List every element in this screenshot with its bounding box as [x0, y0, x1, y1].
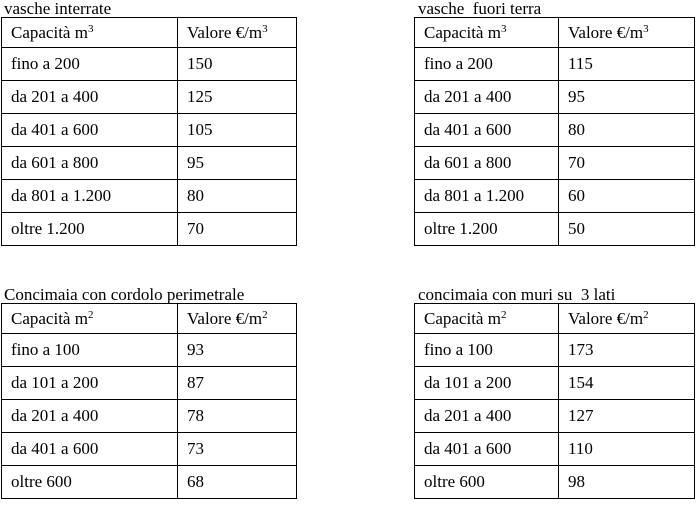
table-row: [415, 334, 695, 367]
range-cell: da 401 a 600: [415, 114, 559, 147]
range-cell: fino a 100: [415, 334, 559, 367]
table-row: [2, 466, 297, 499]
table-caption: Concimaia con cordolo perimetrale: [4, 285, 245, 304]
table-caption: vasche fuori terra: [418, 0, 542, 18]
range-cell: da 201 a 400: [415, 81, 559, 114]
table-row: [415, 367, 695, 400]
table-block-concimaia-cordolo: [1, 286, 297, 499]
table-header-row: [2, 18, 297, 48]
range-cell: da 201 a 400: [2, 81, 178, 114]
value-cell: 115: [559, 48, 695, 81]
value-cell: 127: [559, 400, 695, 433]
value-cell: 95: [559, 81, 695, 114]
range-cell: da 101 a 200: [415, 367, 559, 400]
header-value: Valore $€/m^3$: [559, 18, 695, 48]
header-capacity: Capacità $m^2$: [2, 304, 178, 334]
value-cell: 78: [178, 400, 297, 433]
table-row: [2, 147, 297, 180]
header-capacity: Capacità $m^3$: [2, 18, 178, 48]
table-row: [2, 180, 297, 213]
table-block-vasche-interrate: [1, 0, 297, 246]
range-cell: da 801 a 1.200: [415, 180, 559, 213]
range-cell: da 401 a 600: [415, 433, 559, 466]
range-cell: fino a 100: [2, 334, 178, 367]
table-row: [2, 367, 297, 400]
table-row: [415, 114, 695, 147]
table-header-row: [415, 304, 695, 334]
table-block-concimaia-muri: [414, 286, 695, 499]
table-header-row: [2, 304, 297, 334]
table-row: [2, 334, 297, 367]
table-caption: vasche interrate: [4, 0, 112, 18]
range-cell: da 601 a 800: [2, 147, 178, 180]
value-cell: 98: [559, 466, 695, 499]
header-capacity: Capacità $m^2$: [415, 304, 559, 334]
table-caption: concimaia con muri su 3 lati: [418, 285, 616, 304]
value-cell: 80: [178, 180, 297, 213]
range-cell: da 401 a 600: [2, 433, 178, 466]
table-row: [415, 466, 695, 499]
table-row: [2, 213, 297, 246]
value-cell: 87: [178, 367, 297, 400]
table-row: [415, 180, 695, 213]
table-row: [415, 213, 695, 246]
value-cell: 80: [559, 114, 695, 147]
table-row: [2, 81, 297, 114]
range-cell: oltre 1.200: [415, 213, 559, 246]
value-cell: 68: [178, 466, 297, 499]
range-cell: da 201 a 400: [415, 400, 559, 433]
range-cell: fino a 200: [2, 48, 178, 81]
value-cell: 70: [178, 213, 297, 246]
range-cell: oltre 1.200: [2, 213, 178, 246]
range-cell: oltre 600: [415, 466, 559, 499]
table-row: [2, 114, 297, 147]
value-cell: 60: [559, 180, 695, 213]
range-cell: da 101 a 200: [2, 367, 178, 400]
value-cell: 154: [559, 367, 695, 400]
range-cell: da 801 a 1.200: [2, 180, 178, 213]
header-value: Valore $€/m^2$: [559, 304, 695, 334]
range-cell: oltre 600: [2, 466, 178, 499]
price-table: [414, 17, 695, 246]
table-header-row: [415, 18, 695, 48]
value-cell: 125: [178, 81, 297, 114]
header-value: Valore $€/m^3$: [178, 18, 297, 48]
value-cell: 73: [178, 433, 297, 466]
value-cell: 110: [559, 433, 695, 466]
table-row: [2, 433, 297, 466]
table-row: [415, 81, 695, 114]
value-cell: 50: [559, 213, 695, 246]
value-cell: 95: [178, 147, 297, 180]
table-row: [415, 433, 695, 466]
value-cell: 173: [559, 334, 695, 367]
header-value: Valore $€/m^2$: [178, 304, 297, 334]
range-cell: da 601 a 800: [415, 147, 559, 180]
table-row: [415, 147, 695, 180]
price-table: [1, 17, 297, 246]
table-row: [2, 48, 297, 81]
table-block-vasche-fuori-terra: [414, 0, 695, 246]
header-capacity: Capacità $m^3$: [415, 18, 559, 48]
range-cell: da 201 a 400: [2, 400, 178, 433]
range-cell: fino a 200: [415, 48, 559, 81]
price-table: [414, 303, 695, 499]
value-cell: 70: [559, 147, 695, 180]
value-cell: 150: [178, 48, 297, 81]
value-cell: 93: [178, 334, 297, 367]
price-table: [1, 303, 297, 499]
table-row: [2, 400, 297, 433]
table-row: [415, 400, 695, 433]
range-cell: da 401 a 600: [2, 114, 178, 147]
table-row: [415, 48, 695, 81]
value-cell: 105: [178, 114, 297, 147]
